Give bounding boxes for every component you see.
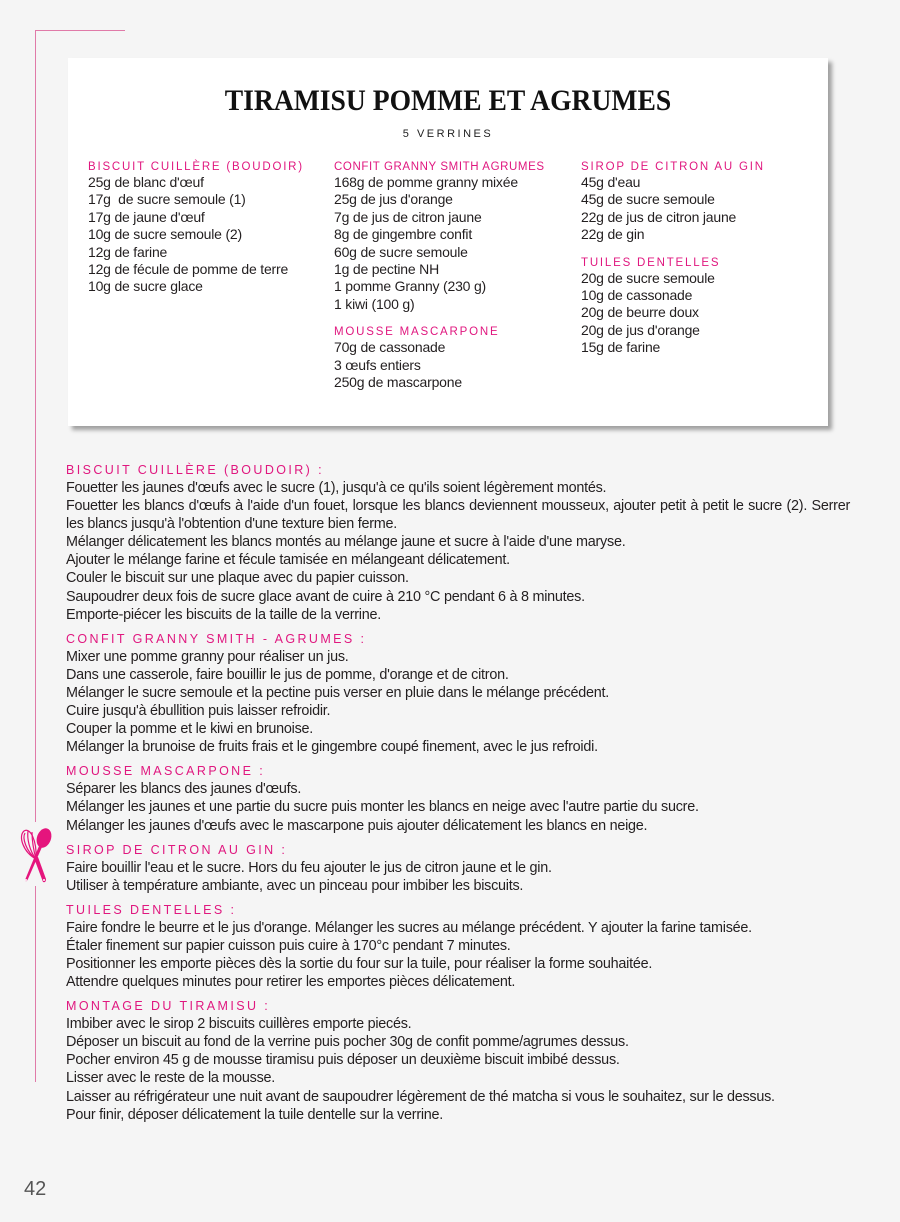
instructions xyxy=(66,461,850,1124)
step-line: Mélanger les jaunes d'œufs avec le mascarpone puis ajouter délicatement les blancs en neige. xyxy=(66,817,648,834)
step-line: Attendre quelques minutes pour retirer les emportes pièces délicatement. xyxy=(66,974,516,991)
step-line: Couler le biscuit sur une plaque avec du papier cuisson. xyxy=(66,570,409,587)
step-line: Positionner les emporte pièces dès la sortie du four sur la tuile, pour réaliser la forme souhaitée. xyxy=(66,955,653,972)
step-line: Fouetter les jaunes d'œufs avec le sucre (1), jusqu'à ce qu'ils soient légèrement montés. xyxy=(66,480,607,496)
ingredient-item: 17g de jaune d'œuf xyxy=(88,208,205,225)
step-line: Mélanger les jaunes et une partie du sucre puis monter les blancs en neige avec l'autre partie du sucre. xyxy=(66,799,699,816)
ingredient-group-heading: TUILES DENTELLES xyxy=(581,256,721,269)
step-line: Dans une casserole, faire bouillir le jus de pomme, d'orange et de citron. xyxy=(66,666,509,683)
ingredients-column-2 xyxy=(334,160,545,391)
step-line: Lisser avec le reste de la mousse. xyxy=(66,1070,276,1087)
step-line: Pour finir, déposer délicatement la tuile dentelle sur la verrine. xyxy=(66,1106,444,1123)
ingredient-item: 45g d'eau xyxy=(581,174,641,190)
ingredient-group-tuiles xyxy=(581,256,765,357)
ingredient-item: 10g de sucre semoule (2) xyxy=(88,226,242,243)
step-line: Ajouter le mélange farine et fécule tamisée en mélangeant délicatement. xyxy=(66,552,510,569)
step-section-heading: MOUSSE MASCARPONE : xyxy=(66,764,266,779)
step-line: Séparer les blancs des jaunes d'œufs. xyxy=(66,781,302,798)
ingredient-item: 10g de cassonade xyxy=(581,287,693,304)
page-number: 42 xyxy=(24,1178,47,1200)
ingredient-item: 25g de blanc d'œuf xyxy=(88,174,204,190)
recipe-servings: 5 VERRINES xyxy=(402,128,494,140)
step-section-heading: BISCUIT CUILLÈRE (BOUDOIR) : xyxy=(66,463,324,477)
ingredient-item: 10g de sucre glace xyxy=(88,278,203,295)
step-line: Mélanger délicatement les blancs montés au mélange jaune et sucre à l'aide d'une maryse. xyxy=(66,534,626,551)
step-line: Pocher environ 45 g de mousse tiramisu puis déposer un deuxième biscuit imbibé dessus. xyxy=(66,1052,620,1069)
ingredient-item: 1 pomme Granny (230 g) xyxy=(334,278,487,295)
step-section-tuiles xyxy=(66,901,850,991)
step-line: Imbiber avec le sirop 2 biscuits cuillères emporte piecés. xyxy=(66,1016,412,1033)
ingredients-card xyxy=(68,58,828,426)
step-line: Mélanger la brunoise de fruits frais et le gingembre coupé finement, avec le jus refroidi. xyxy=(66,739,598,756)
ingredient-item: 22g de gin xyxy=(581,226,645,243)
ingredient-item: 17g de sucre semoule (1) xyxy=(88,191,246,208)
step-line: Mélanger le sucre semoule et la pectine puis verser en pluie dans le mélange précédent. xyxy=(66,684,610,701)
step-line: Cuire jusqu'à ébullition puis laisser refroidir. xyxy=(66,703,331,720)
ingredient-item: 3 œufs entiers xyxy=(334,356,421,373)
ingredient-item: 8g de gingembre confit xyxy=(334,226,473,243)
ingredient-item: 250g de mascarpone xyxy=(334,374,462,391)
step-section-biscuit xyxy=(66,461,850,624)
ingredient-item: 45g de sucre semoule xyxy=(581,191,715,208)
ingredient-item: 7g de jus de citron jaune xyxy=(334,208,482,225)
ingredient-group-heading: CONFIT GRANNY SMITH AGRUMES xyxy=(334,161,545,173)
ingredient-group-heading: SIROP DE CITRON AU GIN xyxy=(581,161,765,173)
ingredient-group-sirop xyxy=(581,160,765,244)
step-line: Fouetter les blancs d'œufs à l'aide d'un fouet, lorsque les blancs deviennent mousseux, ajouter petit à petit le sucre (2). Serrer les blancs jusqu'à l'obtention d'une texture bien ferme. xyxy=(66,498,850,533)
step-section-heading: SIROP DE CITRON AU GIN : xyxy=(66,842,288,857)
step-section-mousse xyxy=(66,762,850,834)
step-line: Déposer un biscuit au fond de la verrine puis pocher 30g de confit pomme/agrumes dessus. xyxy=(66,1034,629,1051)
frame-line-top xyxy=(35,30,125,31)
step-line: Faire fondre le beurre et le jus d'orange. Mélanger les sucres au mélange précédent. Y ajouter la farine tamisée. xyxy=(66,919,752,936)
ingredient-item: 20g de sucre semoule xyxy=(581,269,715,286)
whisk-and-spoon-icon xyxy=(15,826,55,886)
ingredient-item: 12g de fécule de pomme de terre xyxy=(88,261,289,278)
ingredient-item: 12g de farine xyxy=(88,243,168,260)
step-line: Étaler finement sur papier cuisson puis cuire à 170°c pendant 7 minutes. xyxy=(66,937,511,954)
ingredient-item: 60g de sucre semoule xyxy=(334,243,468,260)
ingredient-item: 22g de jus de citron jaune xyxy=(581,208,737,225)
step-line: Laisser au réfrigérateur une nuit avant de saupoudrer légèrement de thé matcha si vous le souhaitez, sur le dessus. xyxy=(66,1088,775,1105)
step-line: Couper la pomme et le kiwi en brunoise. xyxy=(66,721,314,738)
recipe-title: TIRAMISU POMME ET AGRUMES xyxy=(224,84,672,117)
ingredient-group-biscuit xyxy=(88,160,304,296)
ingredients-column-1 xyxy=(88,160,304,296)
ingredient-item: 25g de jus d'orange xyxy=(334,191,453,208)
ingredient-item: 15g de farine xyxy=(581,339,661,356)
step-section-sirop xyxy=(66,841,850,895)
step-section-heading: MONTAGE DU TIRAMISU : xyxy=(66,999,271,1014)
ingredient-group-heading: MOUSSE MASCARPONE xyxy=(334,326,500,339)
ingredient-item: 168g de pomme granny mixée xyxy=(334,174,518,190)
ingredient-group-heading: BISCUIT CUILLÈRE (BOUDOIR) xyxy=(88,161,304,173)
step-section-heading: TUILES DENTELLES : xyxy=(66,902,237,917)
ingredient-item: 70g de cassonade xyxy=(334,339,446,356)
frame-line-left xyxy=(35,30,36,822)
ingredient-item: 1 kiwi (100 g) xyxy=(334,295,415,312)
step-section-confit xyxy=(66,630,850,757)
ingredients-column-3 xyxy=(581,160,765,357)
step-section-heading: CONFIT GRANNY SMITH - AGRUMES : xyxy=(66,631,367,646)
step-line: Faire bouillir l'eau et le sucre. Hors du feu ajouter le jus de citron jaune et le gin. xyxy=(66,859,552,876)
step-section-montage xyxy=(66,997,850,1124)
step-line: Mixer une pomme granny pour réaliser un jus. xyxy=(66,648,349,665)
step-line: Saupoudrer deux fois de sucre glace avant de cuire à 210 °C pendant 6 à 8 minutes. xyxy=(66,588,585,605)
step-line: Emporte-piécer les biscuits de la taille de la verrine. xyxy=(66,606,381,623)
step-line: Utiliser à température ambiante, avec un pinceau pour imbiber les biscuits. xyxy=(66,877,524,894)
ingredient-group-mousse xyxy=(334,325,545,391)
ingredient-group-confit xyxy=(334,160,545,313)
ingredient-item: 1g de pectine NH xyxy=(334,261,439,278)
frame-line-left-lower xyxy=(35,886,36,1082)
ingredient-item: 20g de beurre doux xyxy=(581,304,699,321)
ingredient-item: 20g de jus d'orange xyxy=(581,321,700,338)
